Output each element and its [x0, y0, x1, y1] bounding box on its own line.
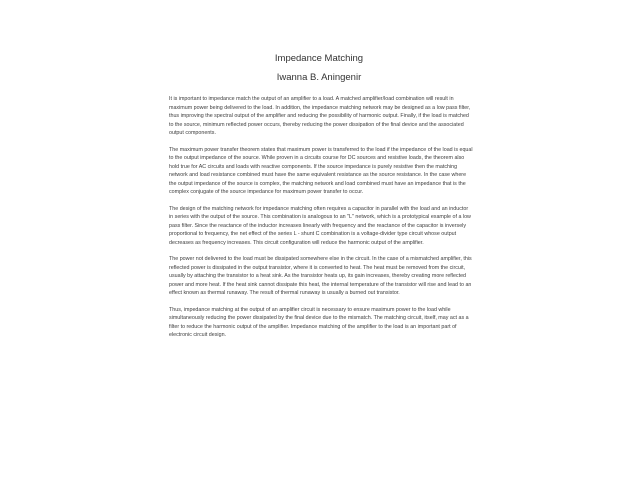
document-body: [169, 95, 473, 348]
paragraph-2: The maximum power transfer theorem states that maximum power is transferred to the load if the impedance of the load is equal to the output impedance of the source. While proven in a circuits course for DC sources and resistive loads, the theorem also hold true for AC circuits and loads with reactive components. If the source impedance is purely resistive then the matching network and load resistance combined must have the same equivalent resistance as the source resistance. In the case where the output impedance of the source is complex, the matching network and load combined must have an impedance that is the complex conjugate of the source impedance for maximum power transfer to occur.: [169, 146, 473, 195]
paragraph-4: The power not delivered to the load must be dissipated somewhere else in the circuit. In the case of a mismatched amplifier, this reflected power is dissipated in the output transistor, where it is converted to heat. The heat must be removed from the circuit, usually by attaching the transistor to a heat sink. As the transistor heats up, its gain increases, thereby creating more reflected power and more heat. If the heat sink cannot dissipate this heat, the internal temperature of the transistor will rise and lead to an effect known as thermal runaway. The result of thermal runaway is usually a burned out transistor.: [169, 256, 472, 296]
paragraph-3: The design of the matching network for impedance matching often requires a capacitor in parallel with the load and an inductor in series with the output of the source. This combination is analogous to an "L" network, which is a prototypical example of a low pass filter. Since the reactance of the inductor increases linearly with frequency and the reactance of the capacitor is inversely proportional to frequency, the net effect of the series L - shunt C combination is a voltage-divider type circuit whose output decreases as frequency increases. This circuit configuration will reduce the harmonic output of the amplifier.: [169, 205, 471, 246]
document-title: Impedance Matching: [274, 53, 364, 64]
paragraph-1: It is important to impedance match the output of an amplifier to a load. A matched amplifier/load combination will result in maximum power being delivered to the load. In addition, the impedance matching network may be designed as a low pass filter, thus improving the spectral output of the amplifier and reducing the possibility of harmonic output. Finally, if the load is matched to the source, minimum reflected power occurs, thereby reducing the power dissipation of the final device and the associated output components.: [169, 96, 471, 136]
document-author: Iwanna B. Aningenir: [276, 72, 362, 83]
paragraph-5: Thus, impedance matching at the output of an amplifier circuit is necessary to ensure maximum power to the load while simultaneously reducing the power dissipated by the final device due to the mismatch. The matching circuit, itself, may act as a filter to reduce the harmonic output of the amplifier. Impedance matching of the amplifier to the load is an important part of electronic circuit design.: [169, 306, 469, 338]
